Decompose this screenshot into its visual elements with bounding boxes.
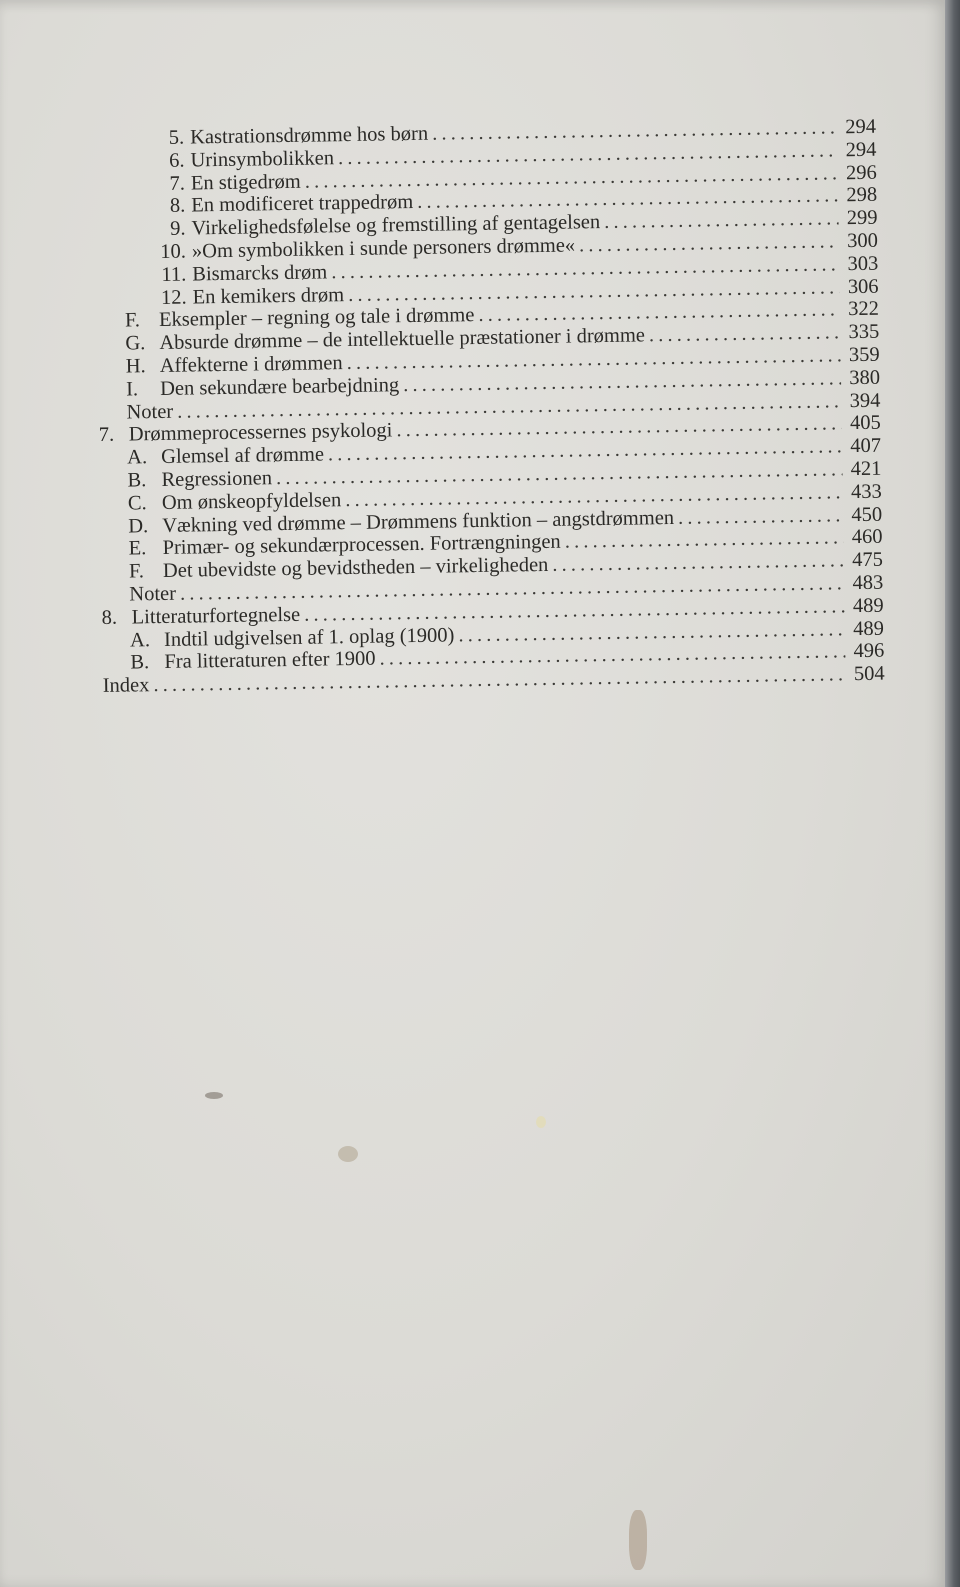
toc-entry-page: 299 — [846, 206, 878, 230]
toc-entry-title: Om ønskeopfyldelsen — [161, 488, 342, 514]
toc-entry-title: En kemikers drøm — [192, 283, 345, 309]
toc-entry-title: Index — [102, 674, 150, 698]
book-page-edge — [945, 0, 960, 1587]
toc-entry-page: 407 — [850, 434, 882, 458]
dot-leader — [678, 504, 843, 529]
paper-stain — [338, 1146, 358, 1162]
toc-entry-page: 296 — [845, 161, 877, 184]
toc-entry-title: »Om symbolikken i sunde personers drømme« — [191, 234, 576, 263]
toc-entry-title: Det ubevidste og bevidstheden – virkeligheden — [162, 554, 549, 583]
toc-entry-title: En modificeret trappedrøm — [191, 191, 414, 217]
toc-entry-page: 359 — [848, 343, 880, 367]
toc-entry-title: Affekterne i drømmen — [159, 352, 343, 377]
toc-entry-page: 394 — [849, 389, 881, 412]
toc-entry-title: Urinsymbolikken — [190, 147, 335, 172]
paper-stain — [205, 1092, 223, 1099]
toc-entry-title: Regressionen — [161, 467, 273, 491]
toc-entry-page: 489 — [853, 617, 885, 640]
toc-entry-title: Glemsel af drømme — [161, 443, 325, 469]
toc-entry-number: A. — [127, 446, 148, 469]
toc-entry-title: Indtil udgivelsen af 1. oplag (1900) — [163, 623, 455, 651]
toc-entry-title: En stigedrøm — [190, 170, 301, 195]
toc-entry-title: Virkelighedsfølelse og fremstilling af gentagelsen — [191, 211, 601, 240]
toc-entry-page: 483 — [852, 571, 884, 595]
dot-leader — [649, 321, 841, 347]
toc-entry-title: Bismarcks drøm — [192, 261, 328, 286]
toc-entry-number: C. — [127, 491, 147, 515]
toc-entry-page: 294 — [845, 115, 877, 139]
toc-entry-number: 8. — [169, 194, 186, 218]
toc-entry-page: 450 — [851, 503, 883, 526]
toc-entry-page: 475 — [851, 548, 884, 572]
paper-stain — [629, 1510, 647, 1570]
toc-entry-page: 504 — [853, 662, 885, 686]
toc-entry-page: 380 — [849, 366, 881, 389]
toc-entry-title: Absurde drømme – de intellektuelle præstationer i drømme — [159, 324, 646, 355]
toc-entry-title: Den sekundære bearbejdning — [159, 374, 400, 400]
paper-stain — [536, 1116, 546, 1128]
toc-entry-title: Eksempler – regning og tale i drømme — [158, 304, 475, 332]
toc-entry-page: 421 — [850, 457, 882, 481]
toc-entry-number: 5. — [168, 126, 185, 149]
toc-entry-title: Drømmeprocessernes psykologi — [128, 419, 393, 446]
toc-entry-number: E. — [128, 537, 147, 560]
toc-entry-page: 460 — [851, 526, 883, 549]
toc-entry-number: F. — [124, 309, 141, 332]
toc-entry-number: 11. — [161, 263, 187, 286]
toc-entry-page: 298 — [846, 184, 878, 207]
toc-entry-number: B. — [127, 469, 147, 492]
toc-entry-number: G. — [125, 332, 146, 355]
toc-entry-number: 6. — [168, 149, 185, 172]
toc-entry-number: H. — [125, 355, 146, 378]
toc-entry-page: 300 — [846, 229, 879, 253]
toc-entry-number: 7. — [169, 172, 186, 195]
toc-entry-number: 7. — [98, 424, 115, 447]
toc-entry-page: 294 — [845, 138, 877, 161]
toc-entry-number: A. — [129, 628, 151, 652]
toc-entry-page: 405 — [849, 412, 881, 435]
toc-entry-number: 12. — [160, 286, 187, 309]
toc-entry-title: Fra litteraturen efter 1900 — [164, 647, 376, 674]
toc-entry-page: 496 — [853, 639, 885, 663]
table-of-contents — [94, 116, 885, 698]
toc-entry-title: Noter — [129, 582, 177, 606]
toc-entry-page: 335 — [848, 320, 880, 344]
toc-entry-page: 489 — [852, 594, 884, 617]
toc-entry-number: 8. — [101, 606, 118, 629]
toc-entry-number: 9. — [170, 217, 186, 241]
toc-entry-number: 10. — [160, 240, 187, 263]
toc-entry-title: Primær- og sekundærprocessen. Fortrængningen — [162, 531, 561, 560]
toc-entry-page: 306 — [847, 275, 879, 298]
toc-entry-page: 433 — [850, 480, 882, 503]
toc-entry-number: B. — [130, 651, 150, 674]
toc-entry-title: Kastrationsdrømme hos børn — [189, 122, 429, 149]
toc-entry-page: 303 — [847, 252, 879, 275]
toc-entry-number: F. — [128, 560, 145, 583]
toc-entry-title: Noter — [126, 400, 174, 424]
toc-entry-number: D. — [128, 514, 149, 538]
toc-entry-title: Vækning ved drømme – Drømmens funktion – angstdrømmen — [162, 506, 675, 537]
toc-entry-page: 322 — [848, 298, 880, 321]
toc-entry-number: I. — [125, 378, 139, 401]
toc-entry-title: Litteraturfortegnelse — [131, 603, 301, 629]
